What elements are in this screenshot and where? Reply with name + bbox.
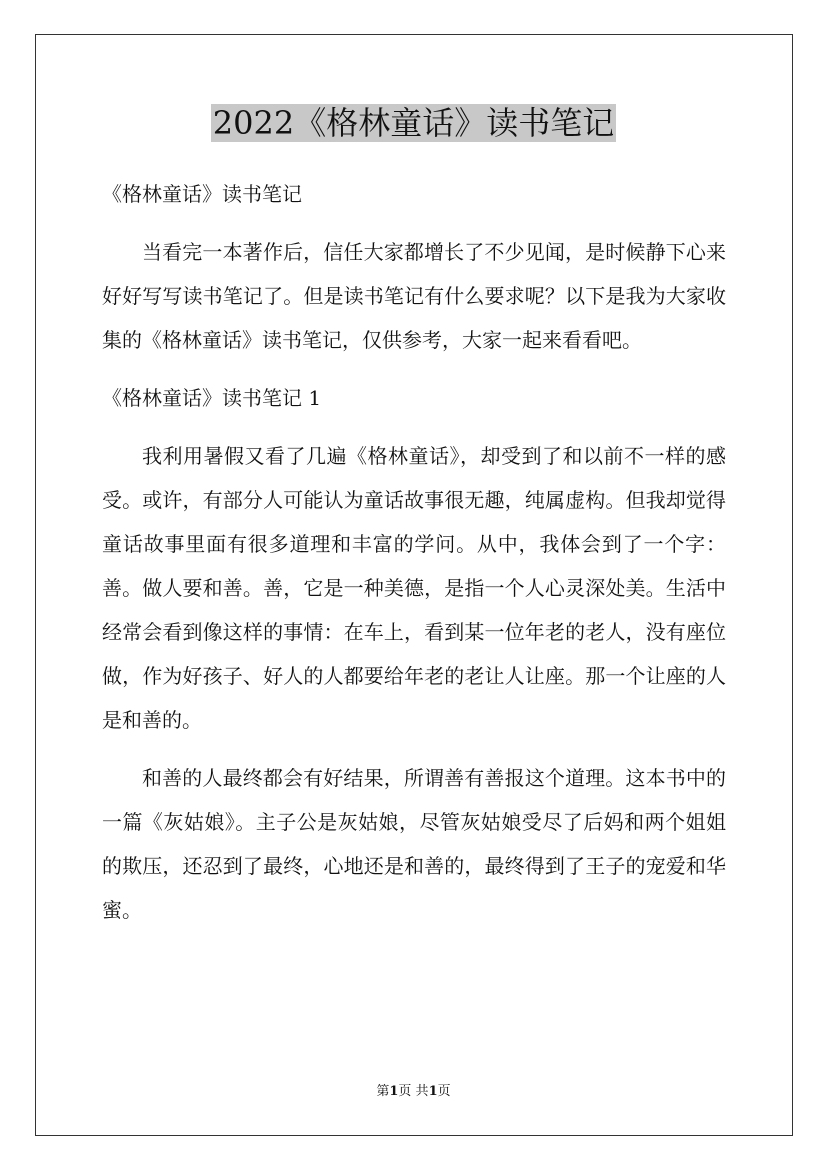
document-title [0,101,827,145]
footer-page-prefix: 第 [376,1084,390,1099]
footer-page-total: 1 [428,1084,438,1099]
paragraph-body-2: 和善的人最终都会有好结果，所谓善有善报这个道理。这本书中的一篇《灰姑娘》。主子公是灰姑娘，尽管灰姑娘受尽了后妈和两个姐姐的欺压，还忍到了最终，心地还是和善的，最终得到了王子的宠爱和华蜜。 [102,766,726,922]
paragraph-section-heading: 《格林童话》读书笔记 1 [102,386,322,410]
document-body [102,172,726,946]
document-title-text: 2022《格林童话》读书笔记 [212,104,615,142]
paragraph-intro: 当看完一本著作后，信任大家都增长了不少见闻，是时候静下心来好好写写读书笔记了。但是读书笔记有什么要求呢？以下是我为大家收集的《格林童话》读书笔记，仅供参考，大家一起来看看吧。 [102,240,726,352]
footer-page-mid: 页 共 [398,1084,429,1099]
page-footer [0,1082,827,1102]
paragraph-subtitle: 《格林童话》读书笔记 [102,182,302,206]
footer-page-current: 1 [389,1084,399,1099]
footer-page-suffix: 页 [437,1084,451,1099]
paragraph-body-1: 我利用暑假又看了几遍《格林童话》，却受到了和以前不一样的感受。或许，有部分人可能认为童话故事很无趣，纯属虚构。但我却觉得童话故事里面有很多道理和丰富的学问。从中，我体会到了一个字：善。做人要和善。善，它是一种美德，是指一个人心灵深处美。生活中经常会看到像这样的事情：在车上，看到某一位年老的老人，没有座位做，作为好孩子、好人的人都要给年老的老让人让座。那一个让座的人是和善的。 [102,444,726,732]
